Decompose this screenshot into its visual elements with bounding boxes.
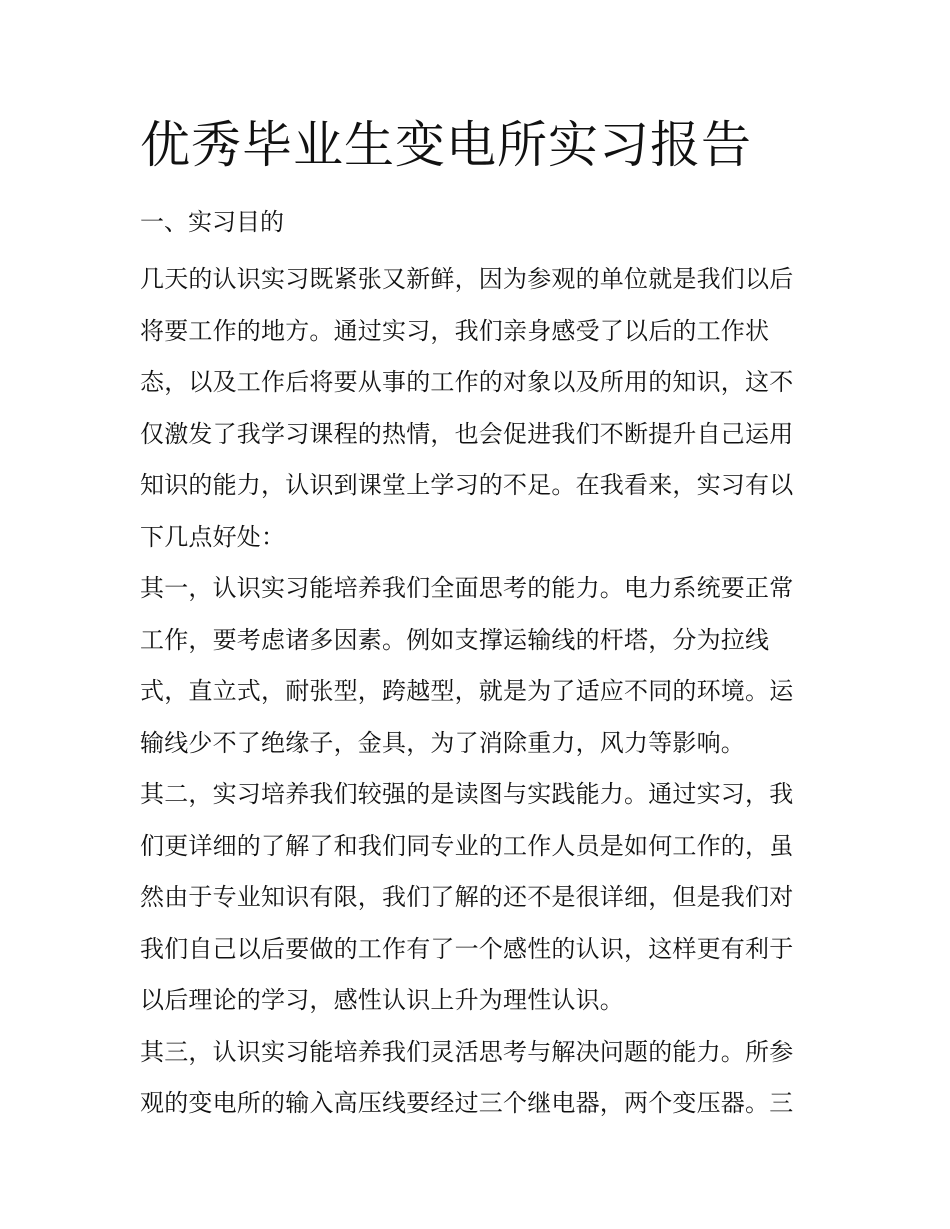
text-line: 们更详细的了解了和我们同专业的工作人员是如何工作的，虽 <box>140 831 794 860</box>
section-heading: 一、实习目的 <box>140 208 284 236</box>
text-line: 知识的能力，认识到课堂上学习的不足。在我看来，实习有以 <box>140 471 794 499</box>
text-line: 其一，认识实习能培养我们全面思考的能力。电力系统要正常 <box>140 574 794 602</box>
text-line: 输线少不了绝缘子，金具，为了消除重力，风力等影响。 <box>140 728 745 757</box>
text-line: 仅激发了我学习课程的热情，也会促进我们不断提升自己运用 <box>140 419 794 448</box>
paragraph-2 <box>140 563 812 769</box>
text-line: 式，直立式，耐张型，跨越型，就是为了适应不同的环境。运 <box>140 677 794 705</box>
document-title: 优秀毕业生变电所实习报告 <box>140 116 752 174</box>
text-line: 其三，认识实习能培养我们灵活思考与解决问题的能力。所参 <box>140 1037 794 1066</box>
text-line: 观的变电所的输入高压线要经过三个继电器，两个变压器。三 <box>140 1089 794 1117</box>
text-line: 以后理论的学习，感性认识上升为理性认识。 <box>140 986 624 1014</box>
text-line: 工作，要考虑诸多因素。例如支撑运输线的杆塔，分为拉线 <box>140 625 770 654</box>
text-line: 态，以及工作后将要从事的工作的对象以及所用的知识，这不 <box>140 368 794 396</box>
text-line: 下几点好处： <box>140 522 286 551</box>
paragraph-3 <box>140 769 812 1027</box>
text-line: 几天的认识实习既紧张又新鲜，因为参观的单位就是我们以后 <box>140 265 794 293</box>
text-line: 我们自己以后要做的工作有了一个感性的认识，这样更有利于 <box>140 934 794 963</box>
paragraph-4 <box>140 1027 812 1130</box>
text-line: 然由于专业知识有限，我们了解的还不是很详细，但是我们对 <box>140 883 794 911</box>
text-line: 其二，实习培养我们较强的是读图与实践能力。通过实习，我 <box>140 780 794 808</box>
paragraph-1 <box>140 254 812 563</box>
document-body <box>140 254 812 1130</box>
text-line: 将要工作的地方。通过实习，我们亲身感受了以后的工作状 <box>140 316 770 345</box>
